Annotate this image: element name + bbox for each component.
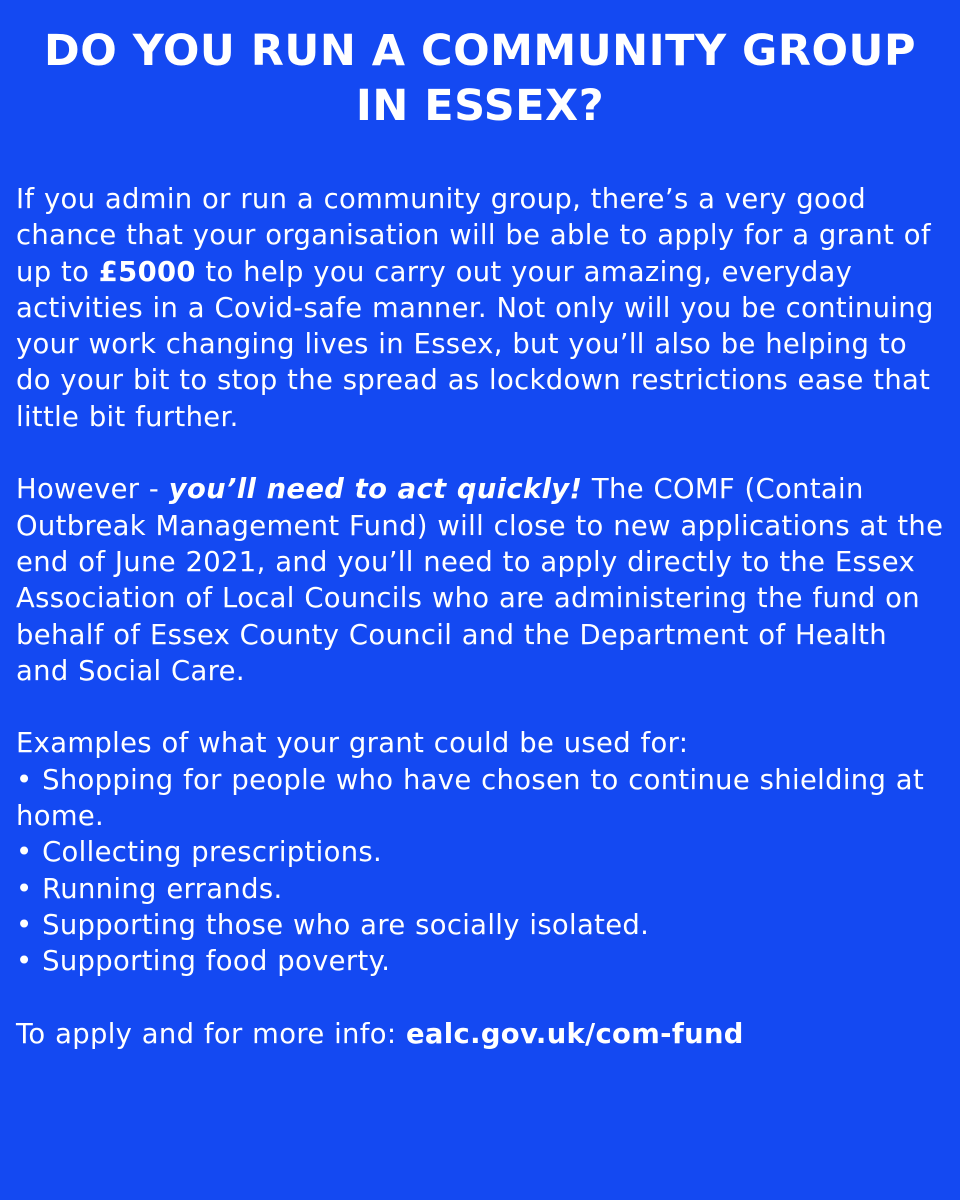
examples-heading: Examples of what your grant could be used for: — [16, 728, 689, 760]
cta-text: To apply and for more info: — [16, 1018, 406, 1050]
list-item-text: Supporting food poverty. — [42, 946, 391, 978]
bullet-icon: • — [16, 946, 33, 978]
urgency-rest: The COMF (Contain Outbreak Management Fund) will close to new applications at the end of June 2021, and you’ll need to apply directly to the Essex Association of Local Councils who are administering the fund on behalf of Essex County Council and the Department of Health and Social Care. — [16, 474, 944, 687]
list-item — [16, 944, 946, 980]
bullet-icon: • — [16, 909, 33, 941]
list-item — [16, 763, 946, 836]
urgency-emphasis: you’ll need to act quickly! — [168, 474, 583, 506]
examples-list — [16, 763, 946, 981]
headline: DO YOU RUN A COMMUNITY GROUP IN ESSEX? — [44, 26, 916, 131]
examples-section — [16, 726, 946, 980]
apply-link[interactable]: ealc.gov.uk/com-fund — [406, 1018, 744, 1050]
bullet-icon: • — [16, 873, 33, 905]
list-item-text: Shopping for people who have chosen to continue shielding at home. — [16, 764, 925, 833]
urgency-paragraph — [16, 472, 946, 690]
bullet-icon: • — [16, 837, 33, 869]
bullet-icon: • — [16, 764, 33, 796]
urgency-lead: However - — [16, 474, 169, 506]
grant-amount: £5000 — [98, 256, 196, 288]
intro-paragraph — [16, 182, 946, 436]
list-item — [16, 872, 946, 908]
intro-text-1: If you admin or run a community group, there’s a very good chance that your organisation will be able to apply for a grant of up to — [16, 184, 931, 288]
list-item — [16, 908, 946, 944]
list-item — [16, 835, 946, 871]
list-item-text: Collecting prescriptions. — [42, 837, 383, 869]
intro-text-2: to help you carry out your amazing, everyday activities in a Covid-safe manner. Not only will you be continuing your work changing lives in Essex, but you’ll also be helping to do your bit to stop the spread as lockdown restrictions ease that little bit further. — [16, 256, 934, 433]
list-item-text: Running errands. — [42, 873, 283, 905]
list-item-text: Supporting those who are socially isolated. — [42, 909, 650, 941]
cta-line — [16, 1017, 946, 1053]
body-text — [16, 182, 946, 1053]
